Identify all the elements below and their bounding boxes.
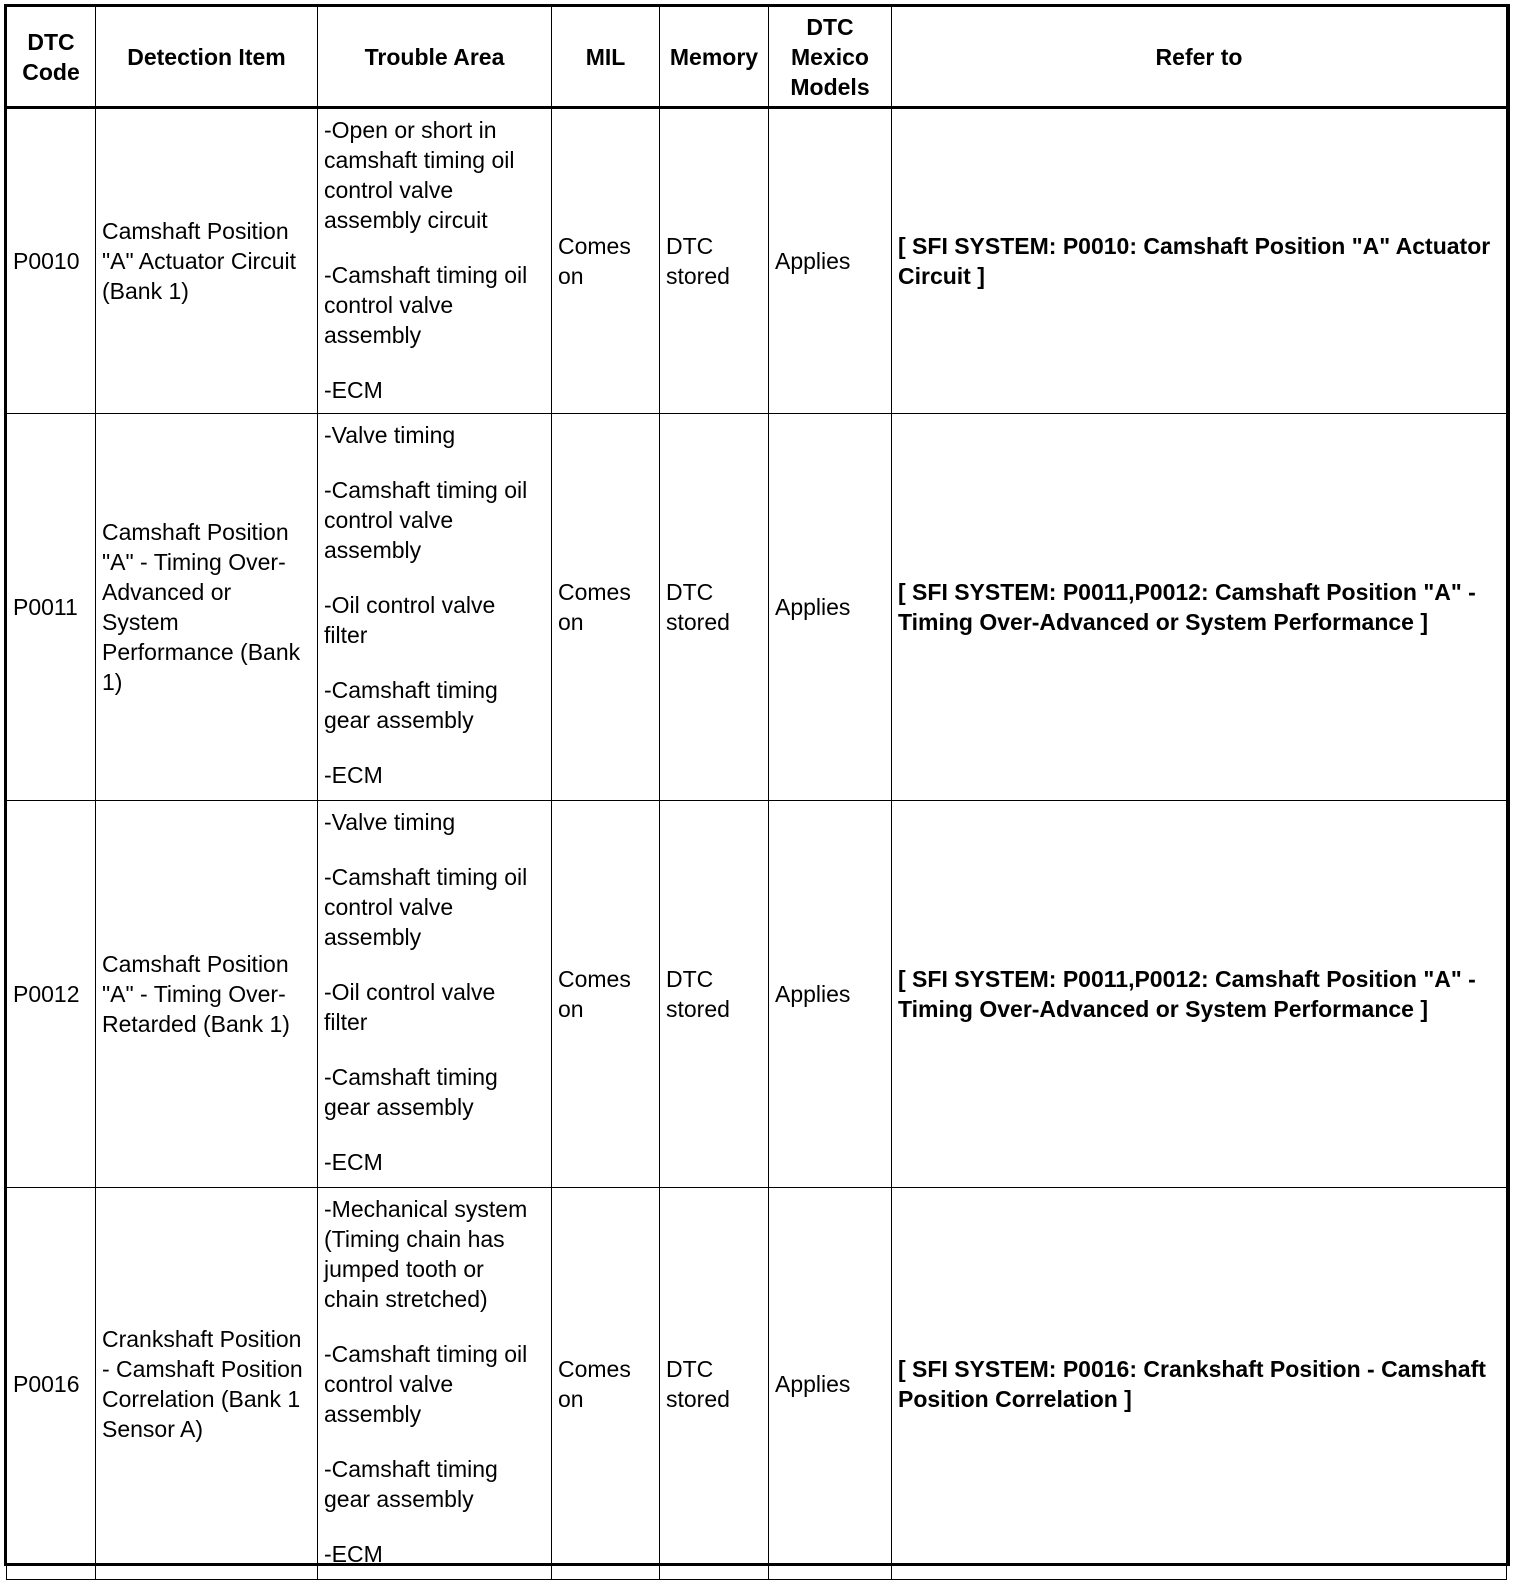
header-dtc-code: DTC Code bbox=[7, 7, 96, 108]
trouble-area-line: -Open or short in camshaft timing oil control valve assembly circuit bbox=[324, 117, 515, 233]
trouble-area-cell bbox=[318, 1188, 552, 1580]
mexico-models-cell: Applies bbox=[769, 108, 892, 414]
memory-cell: DTC stored bbox=[660, 108, 769, 414]
memory-cell: DTC stored bbox=[660, 1188, 769, 1580]
table-row bbox=[7, 108, 1507, 414]
header-memory: Memory bbox=[660, 7, 769, 108]
trouble-area-line: -Oil control valve filter bbox=[324, 979, 496, 1035]
trouble-area-line: -ECM bbox=[324, 762, 383, 788]
trouble-area-line: -Valve timing bbox=[324, 809, 456, 835]
mil-cell: Comes on bbox=[552, 108, 660, 414]
detection-item-cell: Camshaft Position "A" - Timing Over-Advanced or System Performance (Bank 1) bbox=[96, 414, 318, 801]
detection-item-cell: Camshaft Position "A" Actuator Circuit (Bank 1) bbox=[96, 108, 318, 414]
trouble-area-line: -Camshaft timing oil control valve assembly bbox=[324, 262, 528, 348]
mexico-models-cell: Applies bbox=[769, 801, 892, 1188]
refer-to-link[interactable]: [ SFI SYSTEM: P0016: Crankshaft Position - Camshaft Position Correlation ] bbox=[892, 1188, 1507, 1580]
memory-cell: DTC stored bbox=[660, 801, 769, 1188]
mexico-models-cell: Applies bbox=[769, 1188, 892, 1580]
trouble-area-line: -Camshaft timing gear assembly bbox=[324, 677, 498, 733]
trouble-area-cell bbox=[318, 108, 552, 414]
trouble-area-line: -Valve timing bbox=[324, 422, 456, 448]
header-detection-item: Detection Item bbox=[96, 7, 318, 108]
refer-to-link[interactable]: [ SFI SYSTEM: P0011,P0012: Camshaft Position "A" - Timing Over-Advanced or System Performance ] bbox=[892, 801, 1507, 1188]
trouble-area-line: -Mechanical system (Timing chain has jumped tooth or chain stretched) bbox=[324, 1196, 528, 1312]
trouble-area-line: -Camshaft timing oil control valve assembly bbox=[324, 864, 528, 950]
detection-item-cell: Crankshaft Position - Camshaft Position Correlation (Bank 1 Sensor A) bbox=[96, 1188, 318, 1580]
trouble-area-line: -Camshaft timing oil control valve assembly bbox=[324, 1341, 528, 1427]
dtc-code-cell: P0016 bbox=[7, 1188, 96, 1580]
trouble-area-line: -ECM bbox=[324, 377, 383, 403]
header-row bbox=[7, 7, 1507, 108]
dtc-code-cell: P0012 bbox=[7, 801, 96, 1188]
trouble-area-line: -Camshaft timing oil control valve assembly bbox=[324, 477, 528, 563]
mil-cell: Comes on bbox=[552, 801, 660, 1188]
trouble-area-line: -Camshaft timing gear assembly bbox=[324, 1456, 498, 1512]
table-row bbox=[7, 1188, 1507, 1580]
mil-cell: Comes on bbox=[552, 1188, 660, 1580]
dtc-code-cell: P0011 bbox=[7, 414, 96, 801]
header-mil: MIL bbox=[552, 7, 660, 108]
memory-cell: DTC stored bbox=[660, 414, 769, 801]
dtc-table bbox=[6, 6, 1507, 1580]
refer-to-link[interactable]: [ SFI SYSTEM: P0011,P0012: Camshaft Position "A" - Timing Over-Advanced or System Performance ] bbox=[892, 414, 1507, 801]
trouble-area-line: -Camshaft timing gear assembly bbox=[324, 1064, 498, 1120]
header-refer-to: Refer to bbox=[892, 7, 1507, 108]
table-row bbox=[7, 801, 1507, 1188]
mil-cell: Comes on bbox=[552, 414, 660, 801]
detection-item-cell: Camshaft Position "A" - Timing Over-Retarded (Bank 1) bbox=[96, 801, 318, 1188]
trouble-area-line: -ECM bbox=[324, 1149, 383, 1175]
dtc-code-cell: P0010 bbox=[7, 108, 96, 414]
trouble-area-cell bbox=[318, 801, 552, 1188]
refer-to-link[interactable]: [ SFI SYSTEM: P0010: Camshaft Position "A" Actuator Circuit ] bbox=[892, 108, 1507, 414]
header-mexico-models: DTC Mexico Models bbox=[769, 7, 892, 108]
trouble-area-cell bbox=[318, 414, 552, 801]
trouble-area-line: -Oil control valve filter bbox=[324, 592, 496, 648]
header-trouble-area: Trouble Area bbox=[318, 7, 552, 108]
trouble-area-line: -ECM bbox=[324, 1541, 383, 1567]
mexico-models-cell: Applies bbox=[769, 414, 892, 801]
table-row bbox=[7, 414, 1507, 801]
